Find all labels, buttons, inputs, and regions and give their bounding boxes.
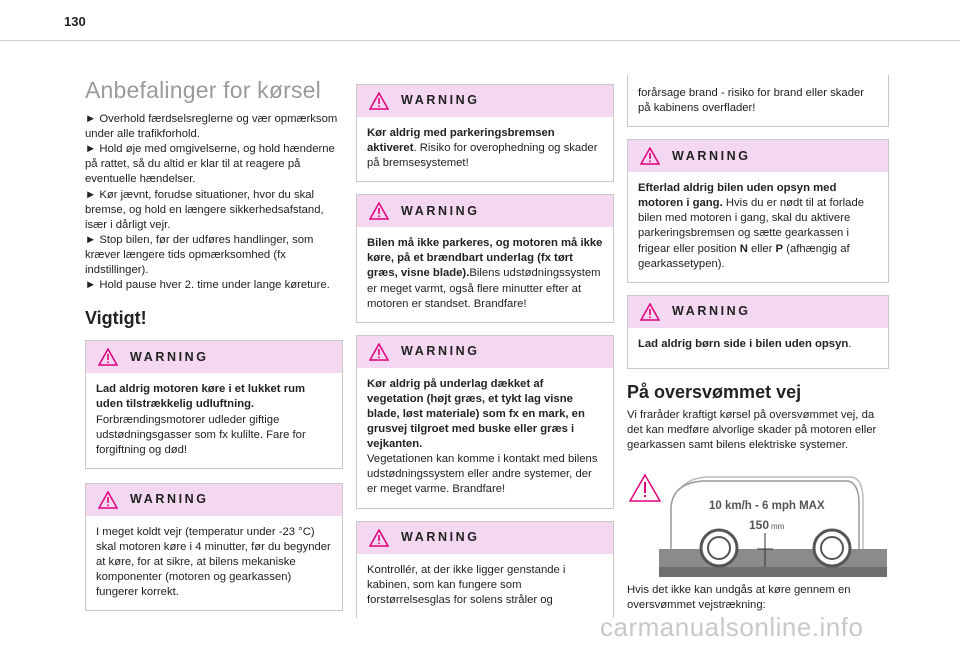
continued-text: forårsage brand - risiko for brand eller skader på kabinens overflader!: [638, 87, 865, 115]
warning-title: WARNING: [672, 148, 751, 163]
warning-title: WARNING: [401, 344, 480, 359]
warning-5-bold: Kør aldrig på underlag dækket af vegetation (højt græs, et tykt lag visne blade, løst materiale) som fx en mark, en grusvej tilgroet med buske eller græs i vejkanten.: [367, 377, 585, 451]
warning-triangle-icon: [98, 348, 118, 366]
bullet-4: ► Stop bilen, før der udføres handlinger, som kræver længere tids opmærksomhed (fx indstillinger).: [85, 233, 314, 277]
warning-box-continued: [627, 75, 889, 127]
warning-1-text: Forbrændingsmotorer udleder giftige udstødningsgasser som fx kulilte. Fare for forgiftning og død!: [96, 413, 306, 456]
flood-heading: På oversvømmet vej: [627, 381, 802, 402]
column-1: [85, 75, 343, 623]
warning-box-3: [356, 84, 614, 182]
warning-box-5: [356, 335, 614, 509]
warning-7-bold: Efterlad aldrig bilen uden opsyn med motoren i gang.: [638, 182, 837, 210]
warning-7-text-1: Hvis du er nødt til at forlade bilen med motoren i gang, skal du aktivere parkeringsbremsen og sætte gearkassen i frigear eller position: [638, 197, 865, 255]
warning-title: WARNING: [401, 203, 480, 218]
column-3: [627, 75, 889, 613]
warning-title: WARNING: [130, 349, 209, 364]
warning-4-text: Bilens udstødningssystem er meget varmt, også flere minutter efter at motoren er standset. Brandfare!: [367, 267, 601, 310]
warning-5-text: Vegetationen kan komme i kontakt med bilens udstødningssystem eller andre systemer, der er meget varme. Brandfare!: [367, 453, 598, 496]
warning-4-bold: Bilen må ikke parkeres, og motoren må ikke køre, på et brændbart underlag (fx tørt græs, visne blade).: [367, 237, 603, 280]
page-title: Anbefalinger for kørsel: [85, 77, 321, 103]
important-heading: Vigtigt!: [85, 308, 147, 329]
warning-7-text-2: eller: [747, 242, 776, 255]
warning-box-4: [356, 194, 614, 322]
warning-box-1: [85, 340, 343, 468]
bullet-1: ► Overhold færdselsreglerne og vær opmærksom under alle trafikforhold.: [85, 113, 338, 141]
bullet-2: ► Hold øje med omgivelserne, og hold hænderne på rattet, så du altid er klar til at reagere på eventuelle hændelser.: [85, 143, 335, 186]
flood-text: Vi fraråder kraftigt kørsel på oversvømmet vej, da det kan medføre alvorlige skader på motoren eller gearkassen samt bilens elektriske systemer.: [627, 408, 877, 452]
page-number: 130: [64, 14, 86, 29]
bullet-3: ► Kør jævnt, forudse situationer, hvor du skal bremse, og hold en længere sikkerhedsafstand, især i dårligt vejr.: [85, 188, 324, 231]
warning-box-8: [627, 295, 889, 369]
warning-8-bold: Lad aldrig børn side i bilen uden opsyn: [638, 337, 849, 350]
flood-car-figure: [627, 467, 889, 577]
speed-label: 10 km/h - 6 mph MAX: [709, 500, 825, 513]
warning-box-6: [356, 521, 614, 618]
warning-3-text: . Risiko for overophedning og skader på bremsesystemet!: [367, 142, 598, 170]
warning-7-text-3: (afhængig af gearkassetypen).: [638, 242, 850, 270]
gear-p-label: P: [775, 242, 784, 255]
warning-title: WARNING: [672, 304, 751, 319]
column-2: [356, 75, 614, 630]
depth-unit: mm: [771, 522, 785, 532]
warning-title: WARNING: [130, 492, 209, 507]
bullet-5: ► Hold pause hver 2. time under lange køreture.: [85, 279, 330, 292]
warning-triangle-icon: [640, 303, 660, 321]
after-figure-text: Hvis det ikke kan undgås at køre gennem en oversvømmet vejstrækning:: [627, 584, 851, 612]
flood-illustration: [627, 467, 889, 577]
warning-title: WARNING: [401, 529, 480, 544]
warning-triangle-icon: [640, 147, 660, 165]
warning-8-text: .: [848, 337, 852, 350]
watermark: carmanualsonline.info: [600, 612, 864, 642]
warning-6-text: Kontrollér, at der ikke ligger genstande i kabinen, som kan fungere som forstørrelsesglas for solens stråler og: [367, 563, 566, 606]
warning-2-text: I meget koldt vejr (temperatur under -23 °C) skal motoren køre i 4 minutter, før du begynder at køre, for at sikre, at bilens mekaniske komponenter (motoren og gearkassen) fungerer korrekt.: [96, 525, 331, 599]
warning-triangle-icon: [369, 343, 389, 361]
warning-triangle-icon: [98, 491, 118, 509]
warning-triangle-icon: [369, 529, 389, 547]
warning-box-7: [627, 139, 889, 283]
warning-title: WARNING: [401, 93, 480, 108]
warning-box-2: [85, 483, 343, 611]
warning-triangle-icon: [369, 92, 389, 110]
warning-1-bold: Lad aldrig motoren køre i et lukket rum uden tilstrækkelig udluftning.: [96, 383, 306, 411]
depth-value: 150: [749, 518, 770, 533]
warning-triangle-icon: [369, 202, 389, 220]
warning-3-bold: Kør aldrig med parkeringsbremsen aktiveret: [367, 127, 555, 155]
gear-n-label: N: [739, 242, 748, 255]
header-divider: [0, 40, 960, 41]
